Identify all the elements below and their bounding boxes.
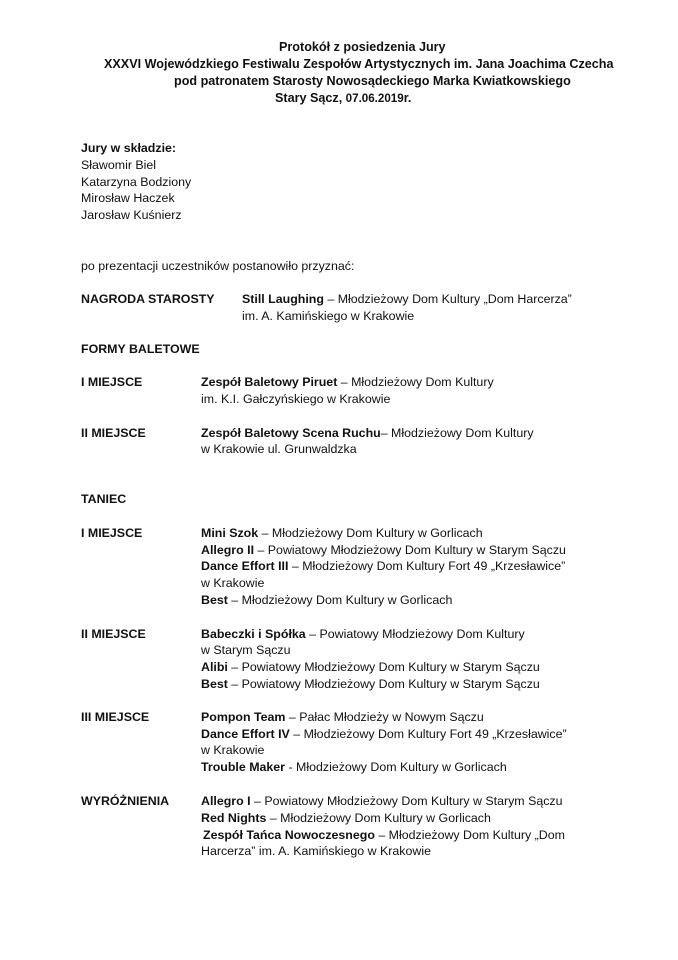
award-entry	[201, 374, 494, 391]
institution-line: w Krakowie ul. Grunwaldzka	[201, 442, 357, 456]
institution: – Młodzieżowy Dom Kultury	[380, 426, 534, 440]
institution: – Powiatowy Młodzieżowy Dom Kultury w Starym Sączu	[250, 794, 563, 808]
group-name: Pompon Team	[201, 710, 286, 724]
festival-title: XXXVI Wojewódzkiego Festiwalu Zespołów Artystycznych im. Jana Joachima Czecha	[104, 57, 614, 71]
institution-line: w Krakowie	[201, 576, 265, 590]
place-label-honorable-mentions: WYRÓŻNIENIA	[81, 794, 170, 808]
date: 07.06.2019	[345, 92, 404, 105]
institution-line: Harcerza” im. A. Kamińskiego w Krakowie	[201, 844, 431, 858]
section-heading-dance: TANIEC	[81, 492, 127, 506]
award-entry	[201, 726, 567, 743]
institution-line: im. K.I. Gałczyńskiego w Krakowie	[201, 392, 391, 406]
institution-line: w Starym Sączu	[201, 643, 291, 657]
group-name: Zespół Baletowy Scena Ruchu	[201, 426, 381, 440]
institution-line: w Krakowie	[201, 743, 265, 757]
jury-member: Sławomir Biel	[81, 158, 157, 172]
place-label: I MIEJSCE	[81, 375, 143, 389]
award-entry	[201, 659, 540, 676]
group-name: Zespół Baletowy Piruet	[201, 375, 338, 389]
award-entry	[201, 626, 525, 643]
award-entry	[201, 592, 452, 609]
group-name: Best	[201, 677, 228, 691]
award-entry	[242, 291, 572, 308]
group-name: Dance Effort III	[201, 559, 289, 573]
award-entry	[201, 676, 540, 693]
group-name: Mini Szok	[201, 526, 259, 540]
institution: – Młodzieżowy Dom Kultury Fort 49 „Krzesławice”	[289, 727, 567, 741]
award-entry	[201, 810, 491, 827]
group-name: Dance Effort IV	[201, 727, 290, 741]
group-name: Babeczki i Spółka	[201, 627, 306, 641]
award-entry	[201, 558, 565, 575]
jury-heading: Jury w składzie:	[81, 141, 177, 155]
intro-text: po prezentacji uczestników postanowiło przyznać:	[81, 259, 355, 273]
group-name: Allegro I	[201, 794, 251, 808]
institution: – Powiatowy Młodzieżowy Dom Kultury w Starym Sączu	[254, 543, 566, 557]
award-entry	[201, 793, 563, 810]
award-entry	[201, 425, 534, 442]
institution: – Powiatowy Młodzieżowy Dom Kultury w Starym Sączu	[227, 660, 540, 674]
institution: – Młodzieżowy Dom Kultury Fort 49 „Krzesławice”	[288, 559, 566, 573]
place-label: II MIEJSCE	[81, 426, 146, 440]
institution: – Młodzieżowy Dom Kultury „Dom Harcerza”	[323, 292, 572, 306]
award-entry	[201, 542, 566, 559]
award-entry	[201, 525, 483, 542]
institution: – Młodzieżowy Dom Kultury w Gorlicach	[227, 593, 453, 607]
award-label-starosty: NAGRODA STAROSTY	[81, 292, 215, 306]
institution: – Powiatowy Młodzieżowy Dom Kultury w Starym Sączu	[227, 677, 540, 691]
jury-member: Mirosław Haczek	[81, 191, 175, 205]
institution: – Młodzieżowy Dom Kultury w Gorlicach	[258, 526, 483, 540]
place-label: III MIEJSCE	[81, 710, 150, 724]
group-name: Best	[201, 593, 228, 607]
institution-line: im. A. Kamińskiego w Krakowie	[242, 309, 415, 323]
date-suffix: r.	[403, 91, 412, 105]
institution: – Młodzieżowy Dom Kultury	[337, 375, 494, 389]
patronage-line: pod patronatem Starosty Nowosądeckiego Marka Kwiatkowskiego	[174, 74, 571, 88]
place: Stary Sącz,	[275, 91, 343, 105]
award-entry	[201, 759, 507, 776]
award-entry	[203, 827, 565, 844]
group-name: Red Nights	[201, 811, 267, 825]
group-name: Still Laughing	[242, 292, 324, 306]
jury-member: Jarosław Kuśnierz	[81, 208, 182, 222]
institution: – Powiatowy Młodzieżowy Dom Kultury	[305, 627, 525, 641]
place-label: II MIEJSCE	[81, 627, 146, 641]
institution: – Pałac Młodzieży w Nowym Sączu	[285, 710, 484, 724]
section-heading-ballet: FORMY BALETOWE	[81, 342, 200, 356]
place-label: I MIEJSCE	[81, 526, 143, 540]
place-date-line	[275, 90, 411, 108]
jury-member: Katarzyna Bodziony	[81, 175, 192, 189]
group-name: Zespół Tańca Nowoczesnego	[203, 828, 375, 842]
group-name: Allegro II	[201, 543, 255, 557]
group-name: Trouble Maker	[201, 760, 286, 774]
institution: – Młodzieżowy Dom Kultury „Dom	[374, 828, 565, 842]
institution: – Młodzieżowy Dom Kultury w Gorlicach	[266, 811, 491, 825]
protocol-title: Protokół z posiedzenia Jury	[279, 40, 446, 54]
institution: - Młodzieżowy Dom Kultury w Gorlicach	[285, 760, 507, 774]
award-entry	[201, 709, 484, 726]
group-name: Alibi	[201, 660, 228, 674]
